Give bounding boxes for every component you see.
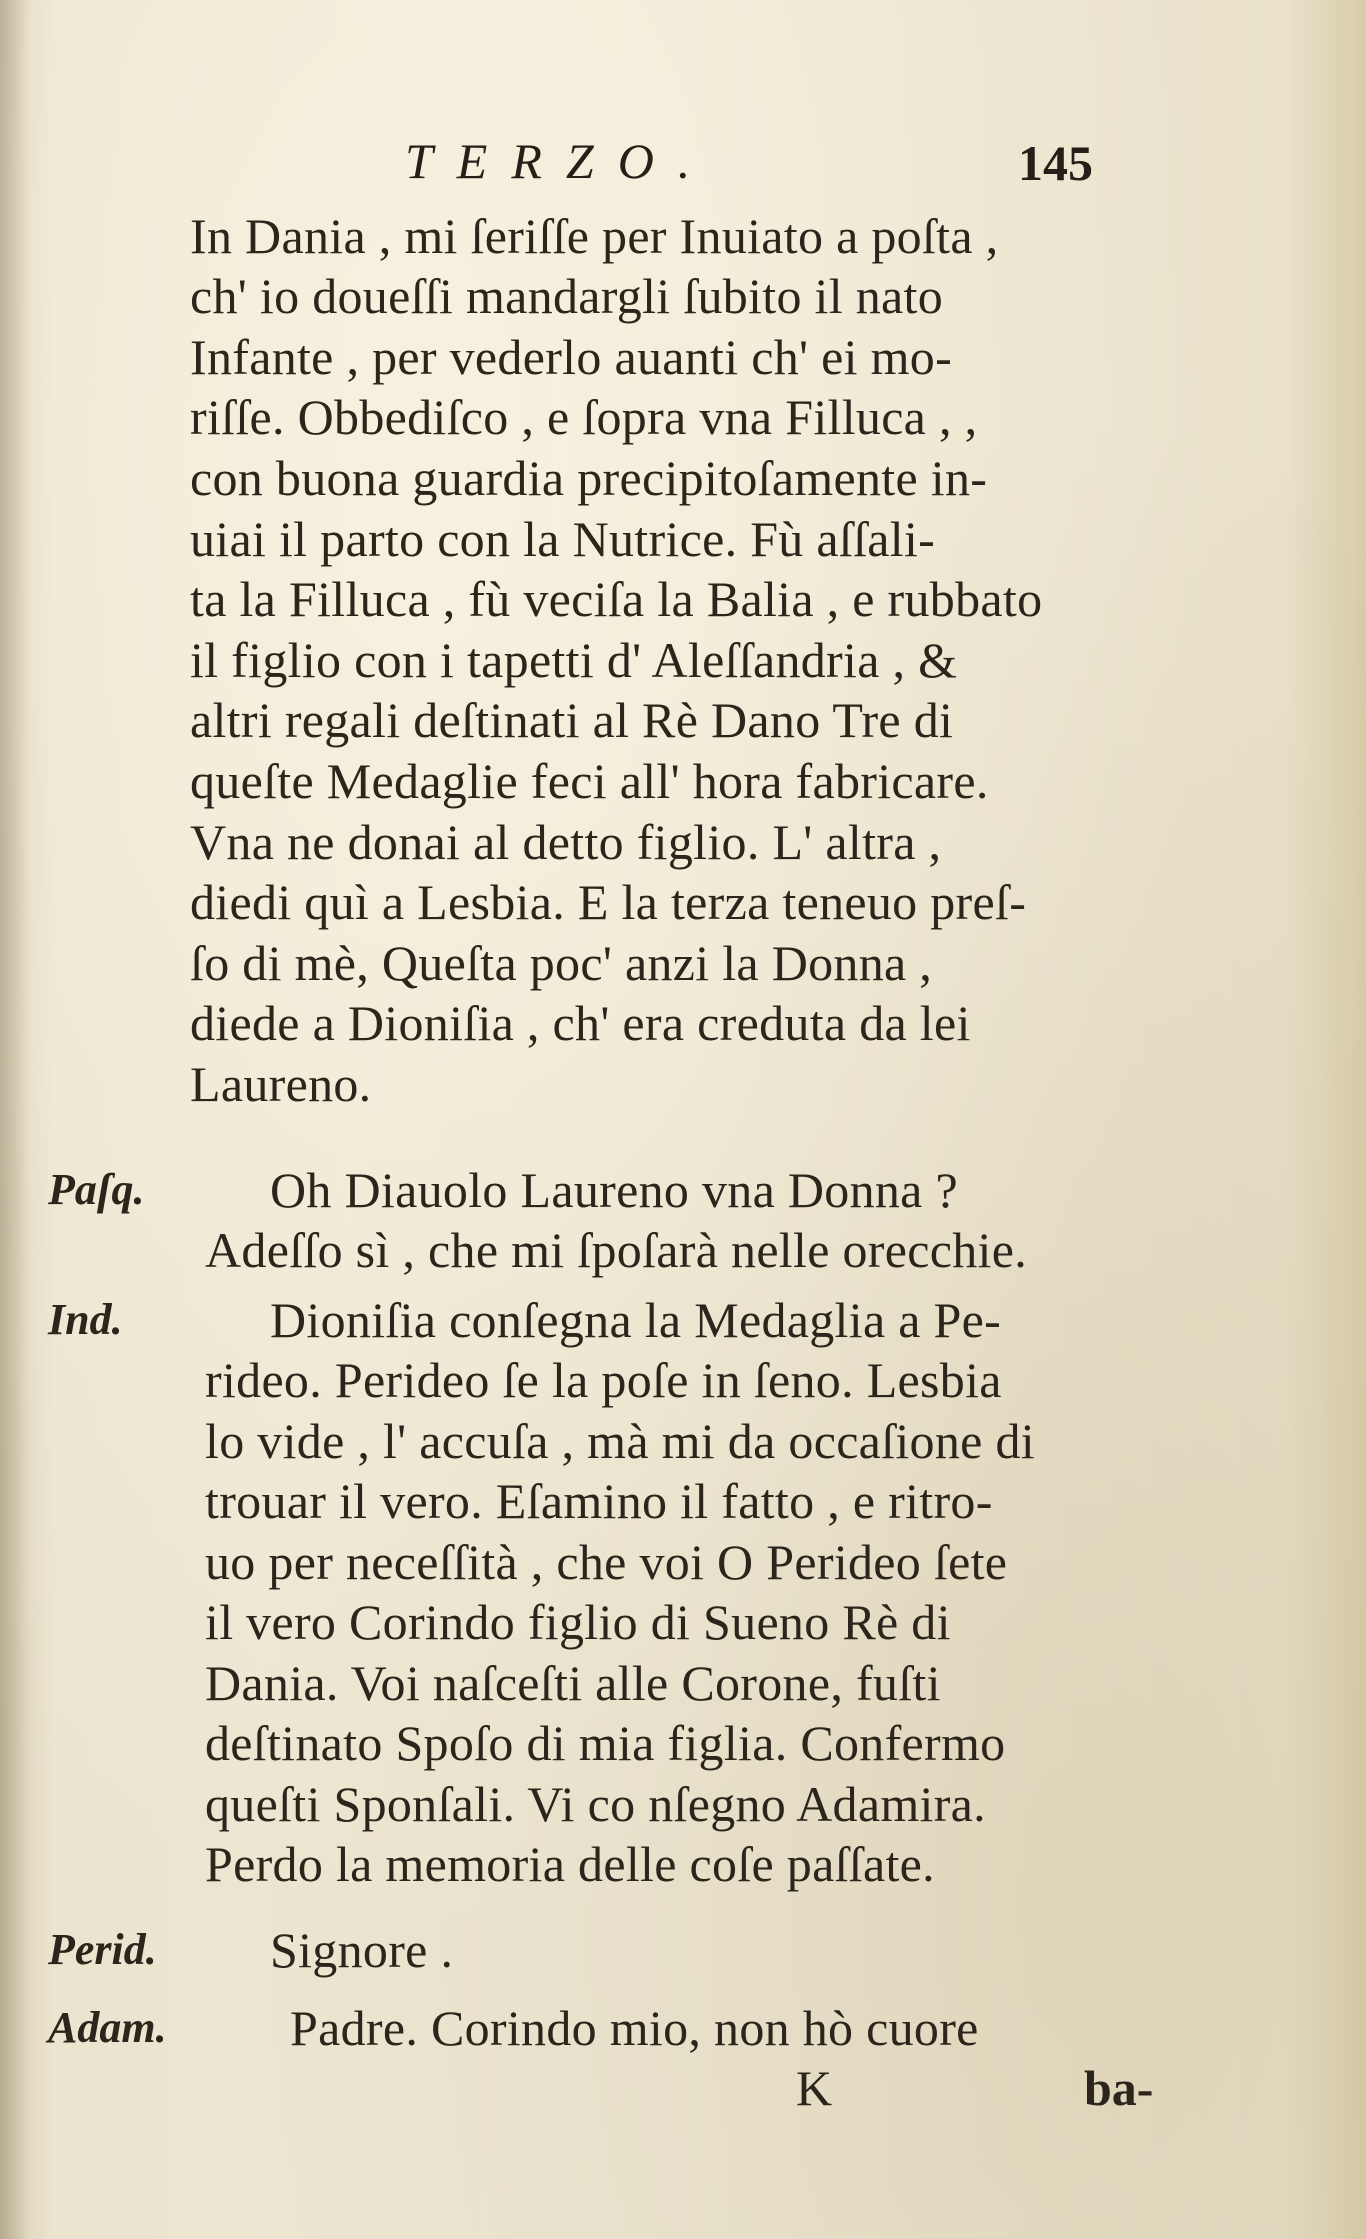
page-number: 145 [1018, 135, 1093, 191]
speech-line: Adeſſo sì , che mi ſpoſarà nelle orecchie. [205, 1222, 1027, 1278]
body-line: Vna ne donai al detto figlio. L' altra , [190, 814, 942, 870]
speaker-label: Ind. [48, 1295, 123, 1344]
speech-line: trouar il vero. Eſamino il fatto , e ritro- [205, 1473, 993, 1529]
body-line: ch' io doueſſi mandargli ſubito il nato [190, 268, 944, 324]
body-line: Infante , per vederlo auanti ch' ei mo- [190, 329, 953, 385]
body-line: diedi quì a Lesbia. E la terza teneuo preſ- [190, 874, 1027, 930]
speech-line: Dania. Voi naſceſti alle Corone, fuſti [205, 1655, 941, 1711]
body-line: altri regali deſtinati al Rè Dano Tre di [190, 692, 954, 748]
body-line: queſte Medaglie feci all' hora fabricare. [190, 753, 989, 809]
body-line: il figlio con i tapetti d' Aleſſandria , & [190, 632, 958, 688]
body-line: riſſe. Obbediſco , e ſopra vna Filluca , , [190, 389, 978, 445]
speech-line: queſti Sponſali. Vi co nſegno Adamira. [205, 1776, 986, 1832]
catchword: ba- [1084, 2060, 1154, 2116]
speech-line: Signore . [270, 1922, 454, 1978]
speaker-label: Adam. [48, 2003, 167, 2052]
body-line: uiai il parto con la Nutrice. Fù aſſali- [190, 511, 936, 567]
speech-line: Dioniſia conſegna la Medaglia a Pe- [270, 1292, 1002, 1348]
body-line: In Dania , mi ſeriſſe per Inuiato a poſta , [190, 208, 999, 264]
speaker-label: Perid. [48, 1925, 157, 1974]
running-head: TERZO. [405, 133, 715, 189]
speech-line: uo per neceſſità , che voi O Perideo ſete [205, 1534, 1008, 1590]
body-line: diede a Dioniſia , ch' era creduta da lei [190, 995, 971, 1051]
signature-mark: K [796, 2060, 833, 2116]
speech-line: Perdo la memoria delle coſe paſſate. [205, 1836, 935, 1892]
speech-line: deſtinato Spoſo di mia figlia. Confermo [205, 1715, 1006, 1771]
speaker-label: Paſq. [48, 1165, 145, 1214]
speech-line: Padre. Corindo mio, non hò cuore [290, 2000, 979, 2056]
speech-line: il vero Corindo figlio di Sueno Rè di [205, 1594, 951, 1650]
body-line: Laureno. [190, 1056, 372, 1112]
speech-line: Oh Diauolo Laureno vna Donna ? [270, 1162, 958, 1218]
speech-line: lo vide , l' accuſa , mà mi da occaſione di [205, 1413, 1035, 1469]
speech-line: rideo. Perideo ſe la poſe in ſeno. Lesbia [205, 1352, 1002, 1408]
body-line: ta la Filluca , fù veciſa la Balia , e rubbato [190, 571, 1043, 627]
body-line: con buona guardia precipitoſamente in- [190, 450, 988, 506]
body-line: ſo di mè, Queſta poc' anzi la Donna , [190, 935, 933, 991]
